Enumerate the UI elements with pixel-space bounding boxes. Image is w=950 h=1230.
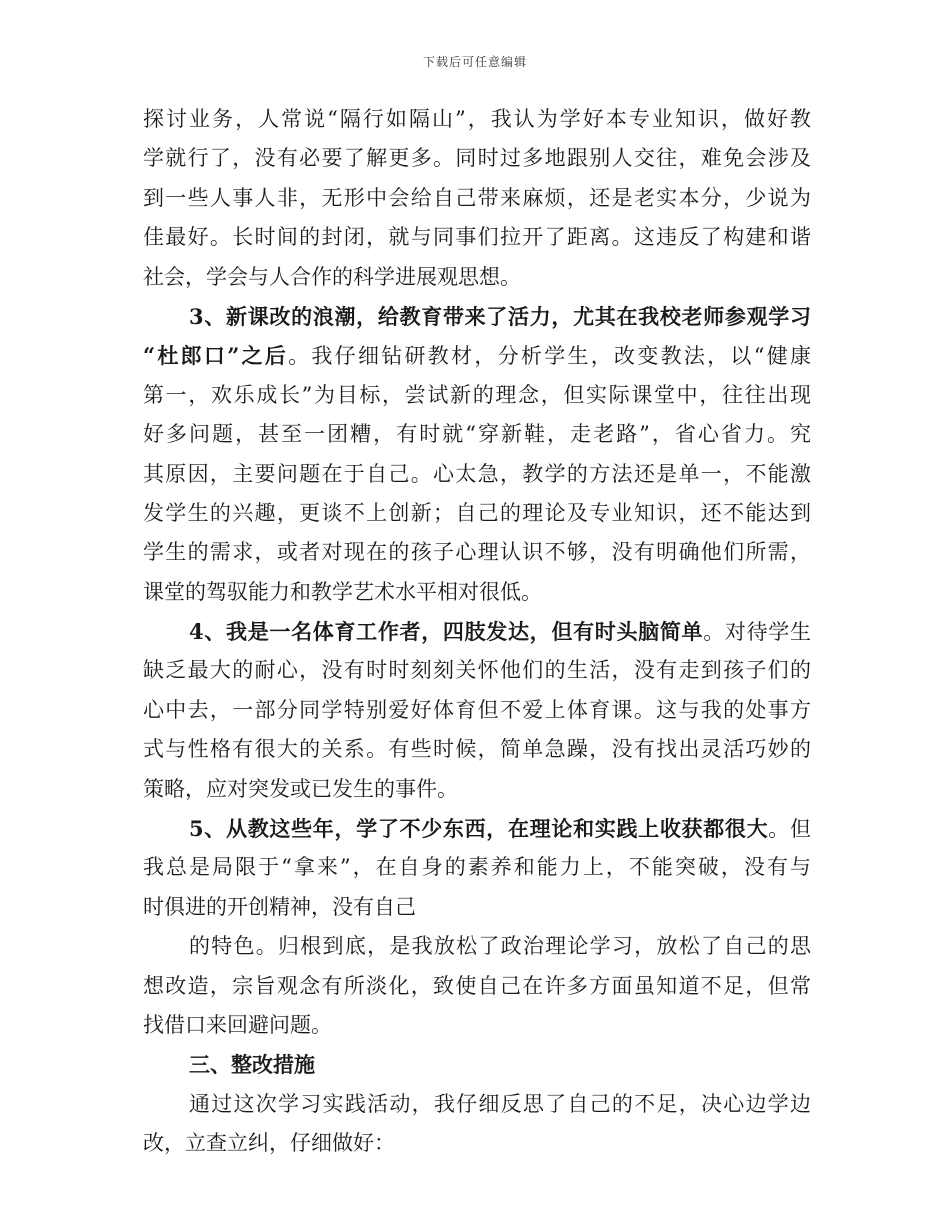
- page-header: 下载后可任意编辑: [422, 55, 527, 69]
- body-line: 改，立查立纠，仔细做好：: [143, 1131, 395, 1156]
- body-line: 式与性格有很大的关系。有些时候，简单急躁，没有找出灵活巧妙的: [143, 737, 811, 762]
- body-line: 社会，学会与人合作的科学进展观思想。: [143, 264, 521, 289]
- document-body: [143, 100, 811, 1164]
- body-line: 想改造，宗旨观念有所淡化，致使自己在许多方面虽知道不足，但常: [143, 973, 811, 998]
- body-line: “杜郎口”之后。我仔细钻研教材，分析学生，改变教法，以“健康: [143, 343, 811, 369]
- body-line: 佳最好。长时间的封闭，就与同事们拉开了距离。这违反了构建和谐: [143, 225, 811, 250]
- body-line: 其原因，主要问题在于自己。心太急，教学的方法还是单一，不能激: [143, 461, 811, 486]
- body-line: 策略，应对突发或已发生的事件。: [143, 776, 458, 801]
- body-line: 到一些人事人非，无形中会给自己带来麻烦，还是老实本分，少说为: [143, 185, 811, 210]
- body-line: 时俱进的开创精神，没有自己: [143, 894, 416, 919]
- bold-heading: 3、新课改的浪潮，给教育带来了活力，尤其在我校老师参观学习: [189, 303, 811, 329]
- bold-heading: 5、从教这些年，学了不少东西，在理论和实践上收获都很大: [189, 816, 769, 842]
- body-line: 探讨业务，人常说“隔行如隔山”，我认为学好本专业知识，做好教: [143, 107, 811, 131]
- section-heading: [143, 1045, 811, 1084]
- bold-heading: “杜郎口”之后: [143, 343, 289, 369]
- body-line: 学生的需求，或者对现在的孩子心理认识不够，没有明确他们所需，: [143, 540, 811, 565]
- body-line: 我总是局限于“拿来”，在自身的素养和能力上，不能突破，没有与: [143, 855, 811, 880]
- body-line: 通过这次学习实践活动，我仔细反思了自己的不足，决心边学边: [189, 1091, 811, 1116]
- body-line: 第一，欢乐成长”为目标，尝试新的理念，但实际课堂中，往往出现: [143, 382, 811, 407]
- body-line: 好多问题，甚至一团糟，有时就“穿新鞋，走老路”，省心省力。究: [143, 422, 811, 447]
- body-line: 缺乏最大的耐心，没有时时刻刻关怀他们的生活，没有走到孩子们的: [143, 658, 811, 683]
- body-line: 的特色。归根到底，是我放松了政治理论学习，放松了自己的思: [189, 934, 811, 959]
- body-line: 课堂的驾驭能力和教学艺术水平相对很低。: [143, 579, 542, 604]
- body-line: 发学生的兴趣，更谈不上创新；自己的理论及专业知识，还不能达到: [143, 500, 811, 525]
- body-line: 找借口来回避问题。: [143, 1012, 332, 1037]
- body-line: 心中去，一部分同学特别爱好体育但不爱上体育课。这与我的处事方: [143, 697, 811, 722]
- bold-heading: 三、整改措施: [189, 1052, 315, 1078]
- body-line: 4、我是一名体育工作者，四肢发达，但有时头脑简单。对待学生: [189, 619, 811, 645]
- bold-heading: 4、我是一名体育工作者，四肢发达，但有时头脑简单: [189, 619, 704, 645]
- body-line: 学就行了，没有必要了解更多。同时过多地跟别人交往，难免会涉及: [143, 146, 811, 171]
- body-line: 5、从教这些年，学了不少东西，在理论和实践上收获都很大。但: [189, 816, 811, 842]
- body-line: [143, 297, 811, 336]
